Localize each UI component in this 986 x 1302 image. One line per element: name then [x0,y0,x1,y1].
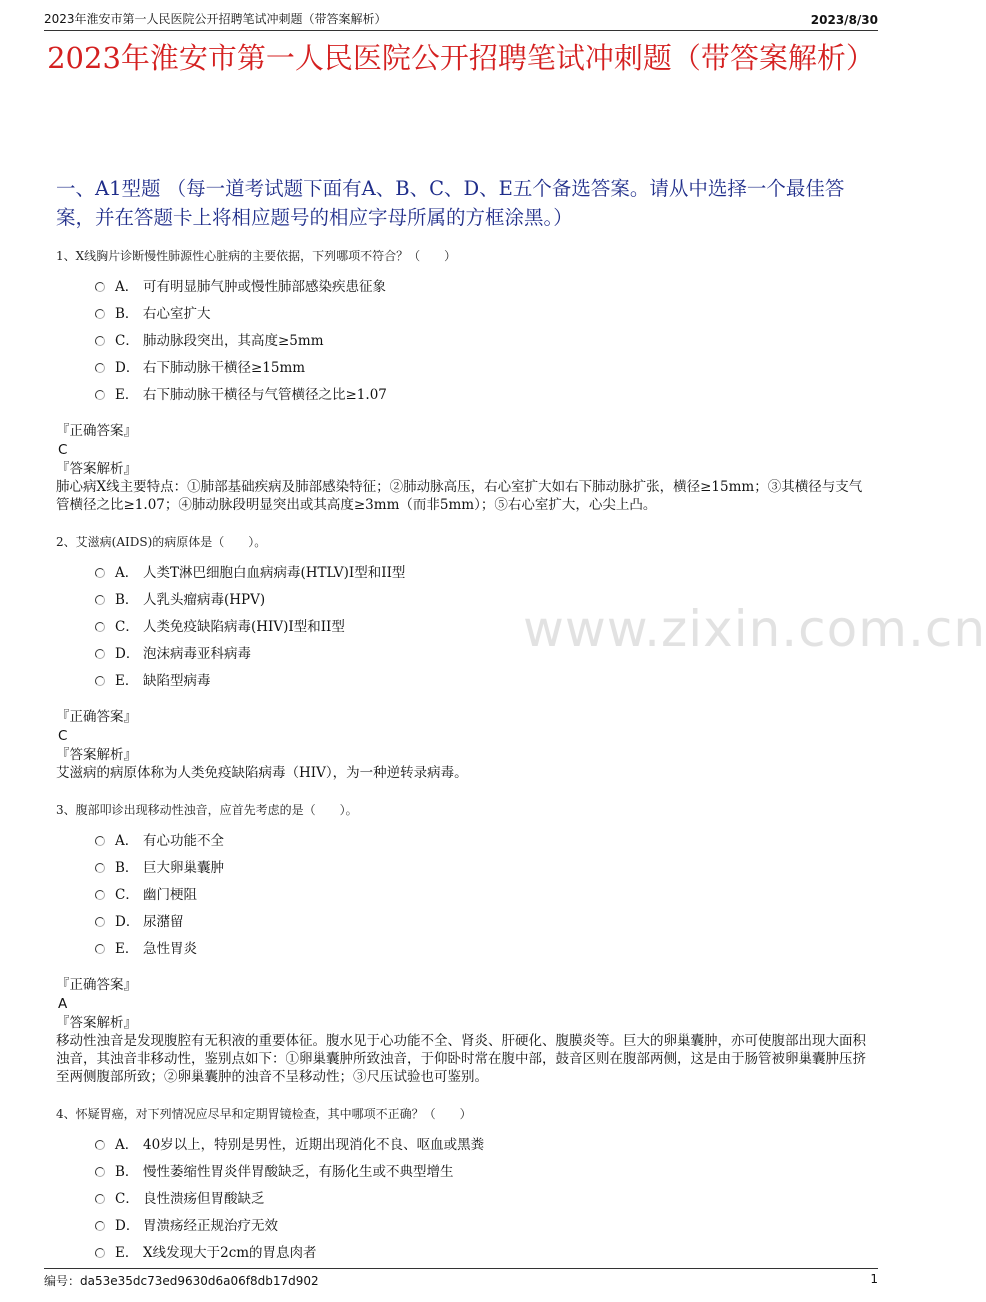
correct-answer-label: 『正确答案』 [56,977,137,993]
option-text: 幽门梗阻 [143,886,197,903]
option-radio[interactable] [95,282,105,292]
page-header [44,10,878,31]
option-item[interactable] [0,638,920,665]
option-text: 尿潴留 [143,913,184,930]
option-letter: D． [115,1217,140,1234]
option-radio[interactable] [95,863,105,873]
option-letter: D． [115,913,140,930]
option-text: 有心功能不全 [143,832,224,849]
question-block [0,248,920,514]
option-radio[interactable] [95,1194,105,1204]
option-item[interactable] [0,298,920,325]
option-list [0,557,920,692]
option-letter: B． [115,1163,139,1180]
option-letter: C． [115,618,139,635]
option-item[interactable] [0,852,920,879]
option-text: 右下肺动脉干横径≥15mm [143,359,306,376]
answer-block [0,708,920,782]
option-item[interactable] [0,906,920,933]
option-item[interactable] [0,325,920,352]
option-letter: B． [115,305,139,322]
option-radio[interactable] [95,917,105,927]
option-letter: A． [115,832,139,849]
option-text: 良性溃疡但胃酸缺乏 [143,1190,265,1207]
option-item[interactable] [0,665,920,692]
question-stem: 4、怀疑胃癌，对下列情况应尽早和定期胃镜检查，其中哪项不正确？（ ） [56,1107,472,1121]
option-letter: B． [115,591,139,608]
option-list [0,271,920,406]
option-radio[interactable] [95,336,105,346]
option-letter: E． [115,386,139,403]
analysis-label: 『答案解析』 [56,747,137,763]
option-radio[interactable] [95,595,105,605]
option-list [0,825,920,960]
question-block [0,1106,920,1264]
option-letter: B． [115,859,139,876]
option-text: 右心室扩大 [143,305,211,322]
option-text: 人类T淋巴细胞白血病病毒(HTLV)I型和II型 [143,564,406,581]
option-text: 慢性萎缩性胃炎伴胃酸缺乏，有肠化生或不典型增生 [143,1163,454,1180]
option-letter: C． [115,332,139,349]
option-letter: A． [115,1136,139,1153]
option-radio[interactable] [95,836,105,846]
page-number: 1 [870,1272,878,1286]
question-stem: 1、X线胸片诊断慢性肺源性心脏病的主要依据，下列哪项不符合？（ ） [56,249,457,263]
option-radio[interactable] [95,309,105,319]
option-radio[interactable] [95,944,105,954]
option-list [0,1129,920,1264]
option-text: 40岁以上，特别是男性，近期出现消化不良、呕血或黑粪 [143,1136,485,1153]
option-text: 急性胃炎 [143,940,197,957]
question-block [0,534,920,782]
option-radio[interactable] [95,649,105,659]
option-item[interactable] [0,933,920,960]
header-doc-title: 2023年淮安市第一人民医院公开招聘笔试冲刺题（带答案解析） [44,12,387,26]
option-letter: E． [115,672,139,689]
correct-answer-label: 『正确答案』 [56,709,137,725]
option-text: 巨大卵巢囊肿 [143,859,224,876]
analysis-text: 肺心病X线主要特点：①肺部基础疾病及肺部感染特征；②肺动脉高压，右心室扩大如右下肺动脉扩张，横径≥15mm；③其横径与支气管横径之比≥1.07；④肺动脉段明显突出或其高度≥3mm（而非5mm）；⑤右心室扩大，心尖上凸。 [56,479,863,513]
question-stem: 2、艾滋病(AIDS)的病原体是（ ）。 [56,535,267,549]
correct-answer-value: A [58,996,68,1012]
analysis-label: 『答案解析』 [56,1015,137,1031]
option-text: 胃溃疡经正规治疗无效 [143,1217,278,1234]
option-text: 肺动脉段突出，其高度≥5mm [143,332,324,349]
option-radio[interactable] [95,890,105,900]
option-radio[interactable] [95,676,105,686]
correct-answer-value: C [58,728,68,744]
option-letter: A． [115,564,139,581]
option-item[interactable] [0,1129,920,1156]
option-item[interactable] [0,352,920,379]
option-letter: D． [115,645,140,662]
option-item[interactable] [0,557,920,584]
option-item[interactable] [0,584,920,611]
option-letter: E． [115,1244,139,1261]
answer-block [0,976,920,1086]
option-text: 缺陷型病毒 [143,672,211,689]
option-radio[interactable] [95,1248,105,1258]
option-text: 泡沫病毒亚科病毒 [143,645,251,662]
option-item[interactable] [0,879,920,906]
footer-code-label: 编号： [44,1274,81,1288]
option-text: 人乳头瘤病毒(HPV) [143,591,266,608]
option-item[interactable] [0,1183,920,1210]
option-item[interactable] [0,825,920,852]
option-text: X线发现大于2cm的胃息肉者 [143,1244,317,1261]
option-letter: D． [115,359,140,376]
analysis-text: 移动性浊音是发现腹腔有无积液的重要体征。腹水见于心功能不全、肾炎、肝硬化、腹膜炎等。巨大的卵巢囊肿，亦可使腹部出现大面积浊音，其浊音非移动性，鉴别点如下：①卵巢囊肿所致浊音，于仰卧时常在腹中部，鼓音区则在腹部两侧，这是由于肠管被卵巢囊肿压挤至两侧腹部所致；②卵巢囊肿的浊音不呈移动性；③尺压试验也可鉴别。 [56,1033,866,1085]
analysis-label: 『答案解析』 [56,461,137,477]
analysis-text: 艾滋病的病原体称为人类免疫缺陷病毒（HIV），为一种逆转录病毒。 [56,765,468,781]
option-item[interactable] [0,379,920,406]
correct-answer-value: C [58,442,68,458]
option-letter: E． [115,940,139,957]
question-block [0,802,920,1086]
question-stem: 3、腹部叩诊出现移动性浊音，应首先考虑的是（ ）。 [56,803,358,817]
footer-code-value: da53e35dc73ed9630d6a06f8db17d902 [80,1274,319,1288]
header-date: 2023/8/30 [810,13,878,27]
option-radio[interactable] [95,1221,105,1231]
option-letter: A． [115,278,139,295]
option-radio[interactable] [95,568,105,578]
section-heading: 一、A1型题 （每一道考试题下面有A、B、C、D、E五个备选答案。请从中选择一个最佳答案，并在答题卡上将相应题号的相应字母所属的方框涂黑。） [56,177,845,229]
option-text: 可有明显肺气肿或慢性肺部感染疾患征象 [143,278,386,295]
page-footer [44,1268,878,1289]
option-text: 人类免疫缺陷病毒(HIV)I型和II型 [143,618,345,635]
option-radio[interactable] [95,390,105,400]
option-text: 右下肺动脉干横径与气管横径之比≥1.07 [143,386,387,403]
option-item[interactable] [0,1237,920,1264]
question-list [0,248,920,1264]
option-radio[interactable] [95,1167,105,1177]
option-item[interactable] [0,1210,920,1237]
footer-code [44,1272,319,1289]
document-title: 2023年淮安市第一人民医院公开招聘笔试冲刺题（带答案解析） [47,41,875,75]
option-radio[interactable] [95,1140,105,1150]
correct-answer-label: 『正确答案』 [56,423,137,439]
watermark: www.zixin.com.cn [523,600,986,658]
option-item[interactable] [0,1156,920,1183]
option-item[interactable] [0,271,920,298]
option-letter: C． [115,886,139,903]
option-radio[interactable] [95,363,105,373]
option-letter: C． [115,1190,139,1207]
option-radio[interactable] [95,622,105,632]
option-item[interactable] [0,611,920,638]
answer-block [0,422,920,514]
